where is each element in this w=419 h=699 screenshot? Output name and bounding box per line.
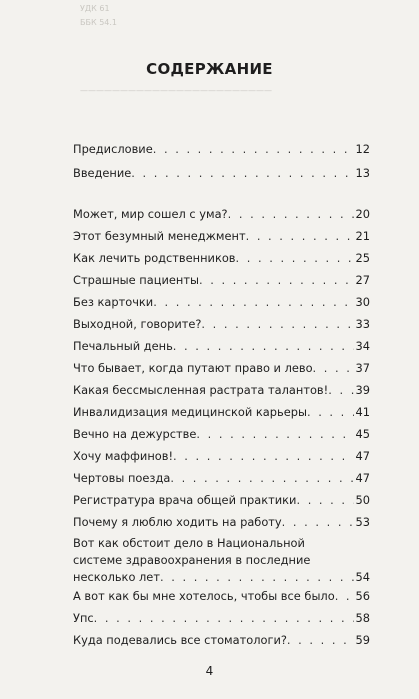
toc-entry[interactable]: Предисловие . . . 12	[73, 141, 370, 158]
toc-entry[interactable]: Страшные пациенты . . . 27	[73, 272, 370, 289]
page-number: 4	[205, 664, 214, 678]
bleed-through-text: ББК 54.1	[80, 18, 118, 27]
bleed-through-text: ————————————————————————	[80, 86, 272, 95]
toc-entry[interactable]: Инвалидизация медицинской карьеры . . . 41	[73, 404, 370, 421]
toc-entry[interactable]: Почему я люблю ходить на работу . . . 53	[73, 514, 370, 531]
toc-entry[interactable]: Как лечить родственников . . . 25	[73, 250, 370, 267]
toc-entry[interactable]: Введение . . . 13	[73, 165, 370, 182]
toc-entry[interactable]: Что бывает, когда путают право и лево . . . 37	[73, 360, 370, 377]
toc-entry[interactable]: Упс . . . 58	[73, 610, 370, 627]
toc-entry[interactable]: Вечно на дежурстве . . . 45	[73, 426, 370, 443]
toc-entry[interactable]: Без карточки . . . 30	[73, 294, 370, 311]
toc-entry-multiline[interactable]: Вот как обстоит дело в Национальной системе здравоохранения в последние несколько лет . . . 54	[73, 535, 370, 586]
toc-entry[interactable]: Чертовы поезда . . . 47	[73, 470, 370, 487]
toc-entry-line: несколько лет	[73, 570, 160, 584]
toc-entry[interactable]: Этот безумный менеджмент . . . 21	[73, 228, 370, 245]
toc-entry[interactable]: Регистратура врача общей практики . . . 50	[73, 492, 370, 509]
toc-entry-line: Вот как обстоит дело в Национальной	[73, 536, 305, 550]
toc-entry[interactable]: Печальный день . . . 34	[73, 338, 370, 355]
toc-entry[interactable]: Какая бессмысленная растрата талантов! . . . 39	[73, 382, 370, 399]
bleed-through-text: УДК 61	[80, 4, 110, 13]
toc-entry[interactable]: А вот как бы мне хотелось, чтобы все было . . . 56	[73, 588, 370, 605]
toc-entry-line: системе здравоохранения в последние	[73, 553, 311, 567]
page-title: СОДЕРЖАНИЕ	[146, 60, 273, 78]
toc-entry[interactable]: Куда подевались все стоматологи? . . . 59	[73, 632, 370, 649]
toc-entry[interactable]: Хочу маффинов! . . . 47	[73, 448, 370, 465]
toc-entry[interactable]: Выходной, говорите? . . . 33	[73, 316, 370, 333]
toc-entry[interactable]: Может, мир сошел с ума? . . . 20	[73, 206, 370, 223]
